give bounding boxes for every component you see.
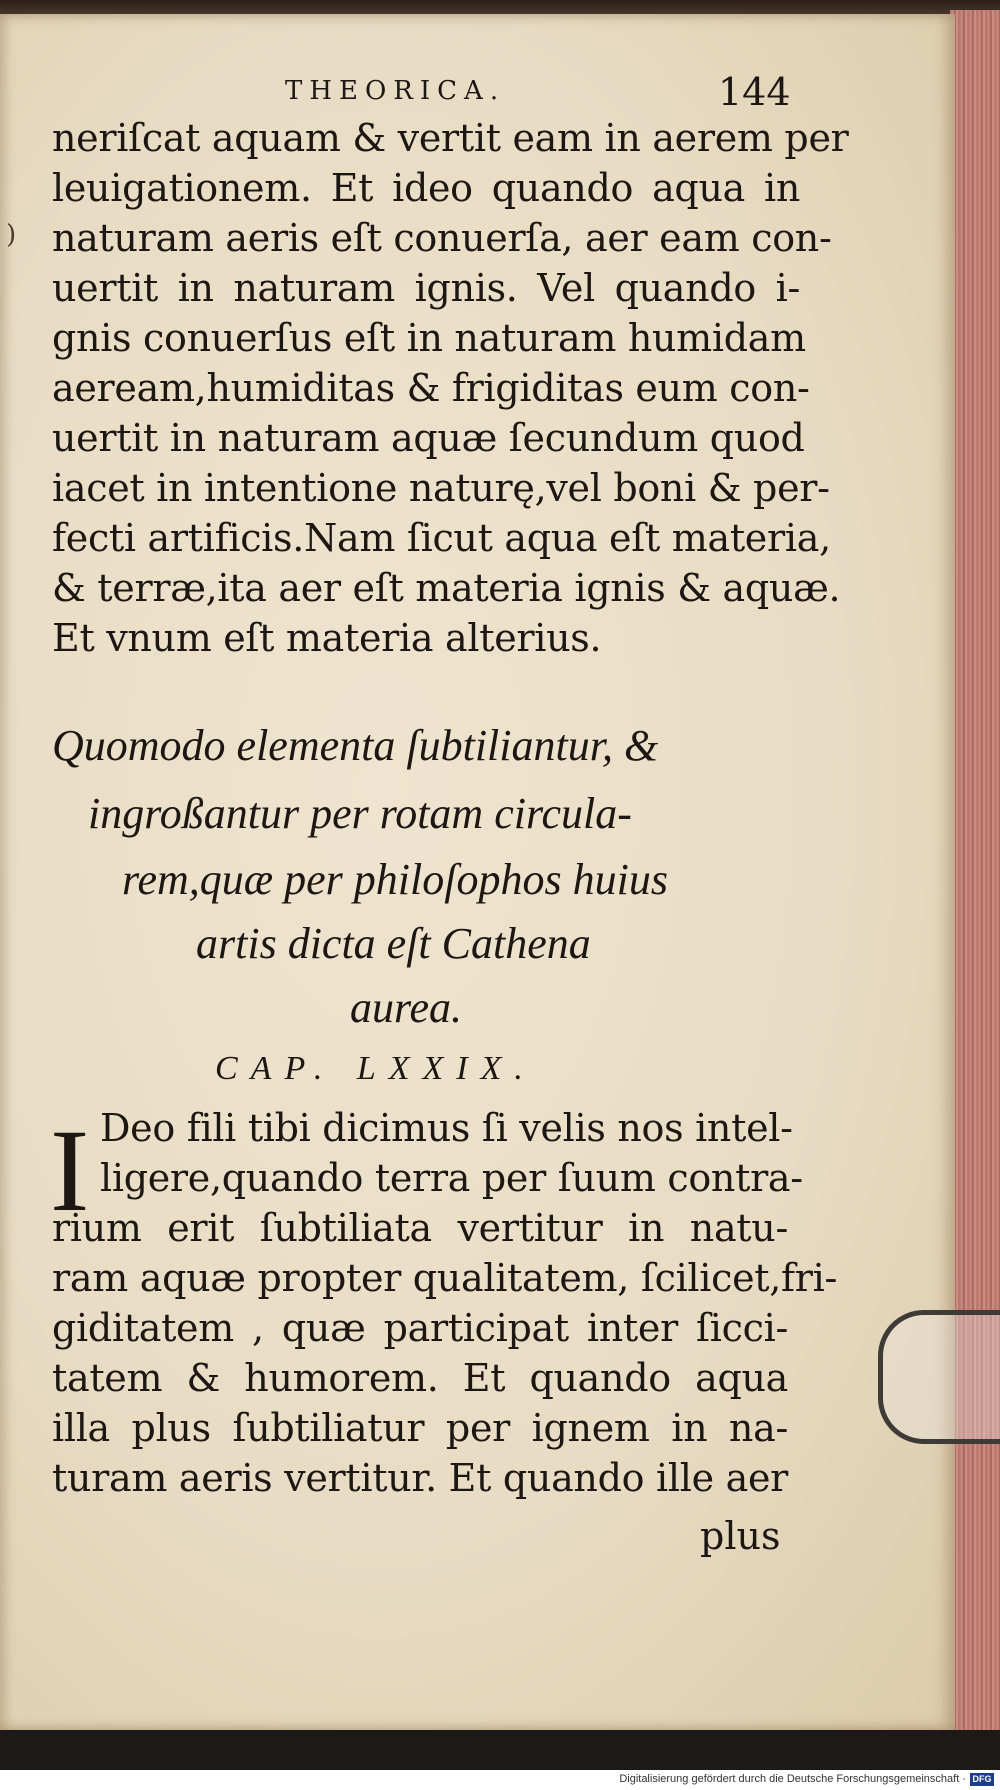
- page-number: 144: [718, 70, 791, 114]
- paragraph-two-line: ram aquæ propter qualitatem, ſcilicet,fri-: [52, 1256, 838, 1300]
- paragraph-one-line: gnis conuerſus eſt in naturam humidam: [52, 316, 806, 360]
- paragraph-one-line: naturam aeris eſt conuerſa, aer eam con-: [52, 216, 832, 260]
- margin-mark: ): [6, 220, 17, 250]
- chapter-heading-line: rem,quæ per philoſophos huius: [122, 855, 668, 904]
- running-head: THEORICA.: [285, 76, 506, 106]
- paragraph-one-line: aeream,humiditas & frigiditas eum con-: [52, 366, 810, 410]
- page-edges: [950, 10, 1000, 1730]
- chapter-heading-line: ingroßantur per rotam circula-: [88, 789, 632, 838]
- paragraph-one-line: iacet in intentione naturę,vel boni & per-: [52, 466, 830, 510]
- bookmark-clip: [878, 1310, 1000, 1444]
- paragraph-two-line: rium erit ſubtiliata vertitur in natu-: [52, 1206, 788, 1250]
- paragraph-one-line: fecti artificis.Nam ſicut aqua eſt materia,: [52, 516, 831, 560]
- paragraph-one-line: & terræ,ita aer eſt materia ignis & aquæ.: [52, 566, 841, 610]
- paragraph-two-line: ligere,quando terra per ſuum contra-: [100, 1156, 803, 1200]
- dfg-logo: DFG: [970, 1773, 994, 1786]
- paragraph-one-line: uertit in naturam ignis. Vel quando i-: [52, 266, 800, 310]
- funding-credit: Digitalisierung gefördert durch die Deutsche Forschungsgemeinschaft ·: [619, 1773, 966, 1785]
- chapter-heading-line: Quomodo elementa ſubtiliantur, &: [52, 721, 659, 770]
- paragraph-one-line: leuigationem. Et ideo quando aqua in: [52, 166, 800, 210]
- paragraph-two-line: turam aeris vertitur. Et quando ille aer: [52, 1456, 788, 1500]
- paragraph-two-line: giditatem , quæ participat inter ſicci-: [52, 1306, 788, 1350]
- digitization-footer: [0, 1770, 1000, 1790]
- paragraph-one-line: Et vnum eſt materia alterius.: [52, 616, 602, 660]
- book-page: [0, 14, 955, 1730]
- chapter-number: CAP. LXXIX.: [215, 1050, 536, 1087]
- catchword: plus: [700, 1514, 781, 1558]
- scan-bottom-band: [0, 1730, 1000, 1770]
- paragraph-one-line: neriſcat aquam & vertit eam in aerem per: [52, 116, 849, 160]
- paragraph-two-line: illa plus ſubtiliatur per ignem in na-: [52, 1406, 788, 1450]
- chapter-heading-line: aurea.: [350, 983, 463, 1032]
- paragraph-one-line: uertit in naturam aquæ ſecundum quod: [52, 416, 805, 460]
- drop-initial: I: [50, 1105, 90, 1236]
- chapter-heading-line: artis dicta eſt Cathena: [196, 919, 591, 968]
- paragraph-two-line: Deo fili tibi dicimus ſi velis nos intel-: [100, 1106, 793, 1150]
- paragraph-two-line: tatem & humorem. Et quando aqua: [52, 1356, 788, 1400]
